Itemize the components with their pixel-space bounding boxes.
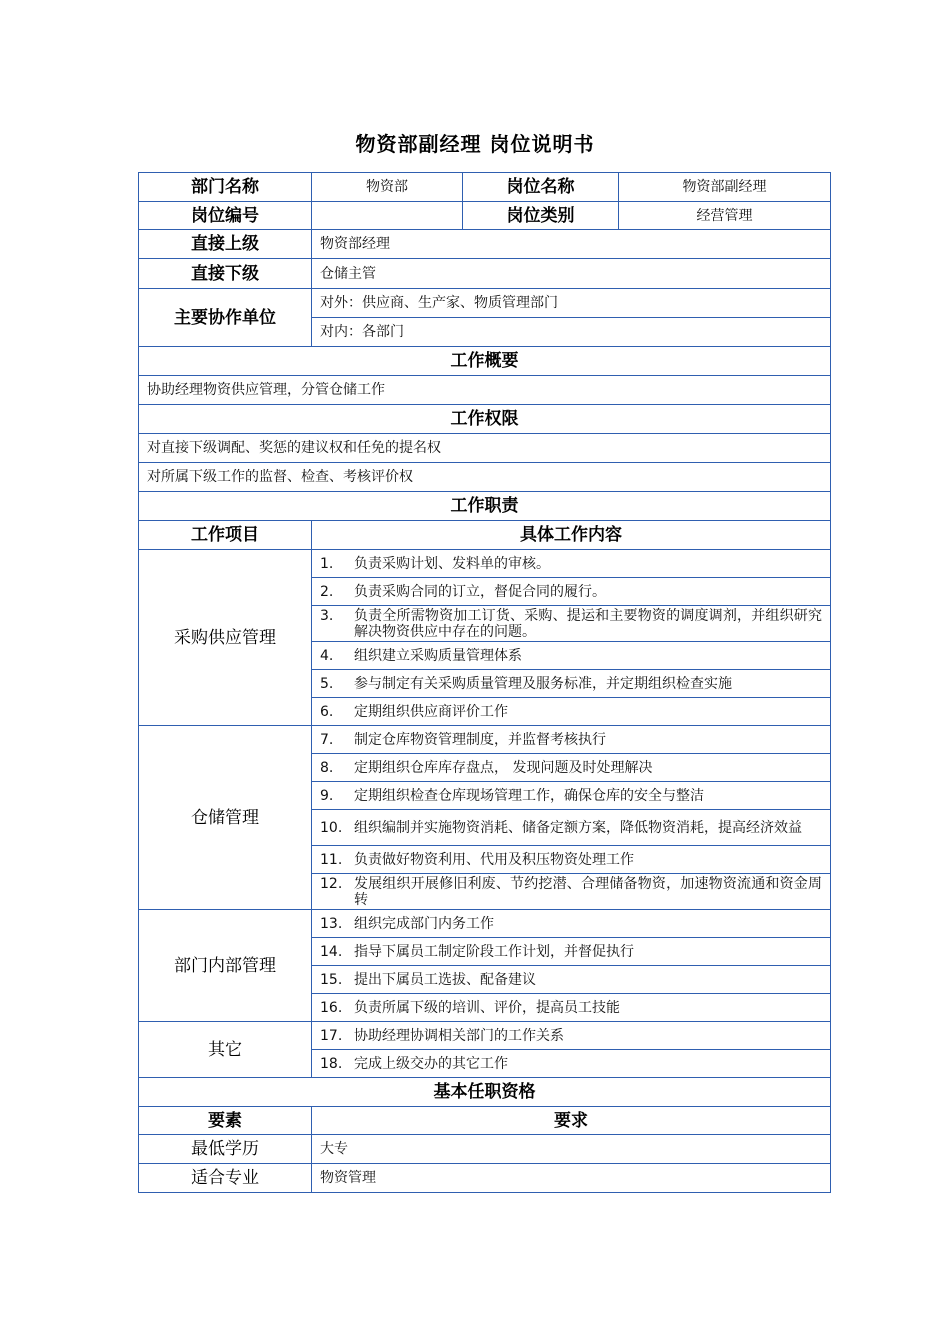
duty-text: 负责采购合同的订立，督促合同的履行。: [354, 583, 606, 600]
qualification-requirement: 物资管理: [312, 1164, 831, 1193]
authority-item: 对直接下级调配、奖惩的建议权和任免的提名权: [139, 434, 831, 463]
duty-item: [312, 782, 831, 810]
duty-item: [312, 578, 831, 606]
duty-number: 12.: [320, 875, 343, 892]
duty-text: 负责采购计划、发料单的审核。: [354, 555, 550, 572]
duty-text: 定期组织供应商评价工作: [354, 703, 508, 720]
duty-item: [312, 550, 831, 578]
duty-text: 协助经理协调相关部门的工作关系: [354, 1027, 564, 1044]
duty-number: 4.: [320, 647, 334, 664]
duty-category: 部门内部管理: [139, 910, 312, 1022]
duty-text: 定期组织检查仓库现场管理工作，确保仓库的安全与整洁: [354, 787, 704, 804]
type-value: 经营管理: [619, 202, 831, 230]
duty-text: 指导下属员工制定阶段工作计划，并督促执行: [354, 943, 634, 960]
duty-text: 负责全所需物资加工订货、采购、提运和主要物资的调度调剂，并组织研究解决物资供应中存在的问题。: [354, 607, 822, 640]
duty-item: [312, 994, 831, 1022]
qualifications-col-factor: 要素: [139, 1107, 312, 1135]
duty-item: [312, 874, 831, 910]
duty-text: 发展组织开展修旧利废、节约挖潜、合理储备物资，加速物资流通和资金周转: [354, 875, 822, 908]
duty-number: 15.: [320, 971, 343, 988]
post-value: 物资部副经理: [619, 173, 831, 202]
duty-item: [312, 698, 831, 726]
overview-heading: 工作概要: [139, 347, 831, 376]
duty-item: [312, 810, 831, 846]
duty-item: [312, 966, 831, 994]
overview-text: 协助经理物资供应管理，分管仓储工作: [139, 376, 831, 405]
duty-item: [312, 726, 831, 754]
superior-label: 直接上级: [139, 230, 312, 259]
duty-number: 11.: [320, 851, 343, 868]
duty-item: [312, 1022, 831, 1050]
duty-text: 制定仓库物资管理制度，并监督考核执行: [354, 731, 606, 748]
superior-value: 物资部经理: [312, 230, 831, 259]
duty-item: [312, 642, 831, 670]
qualifications-col-requirement: 要求: [312, 1107, 831, 1135]
dept-value: 物资部: [312, 173, 463, 202]
job-description-table: [138, 172, 831, 1193]
duty-number: 10.: [320, 819, 343, 836]
duty-number: 2.: [320, 583, 334, 600]
qualification-factor: 适合专业: [139, 1164, 312, 1193]
duty-number: 7.: [320, 731, 334, 748]
duty-item: [312, 910, 831, 938]
code-label: 岗位编号: [139, 202, 312, 230]
coop-label: 主要协作单位: [139, 289, 312, 347]
duty-text: 组织编制并实施物资消耗、储备定额方案，降低物资消耗，提高经济效益: [354, 819, 802, 836]
qualification-factor: 最低学历: [139, 1135, 312, 1164]
dept-label: 部门名称: [139, 173, 312, 202]
duty-number: 1.: [320, 555, 334, 572]
duty-category: 其它: [139, 1022, 312, 1078]
qualifications-heading: 基本任职资格: [139, 1078, 831, 1107]
duty-number: 16.: [320, 999, 343, 1016]
duties-col-item: 工作项目: [139, 521, 312, 550]
authority-heading: 工作权限: [139, 405, 831, 434]
page-title: 物资部副经理 岗位说明书: [355, 132, 595, 156]
duty-category: 采购供应管理: [139, 550, 312, 726]
qualification-requirement: 大专: [312, 1135, 831, 1164]
subordinate-label: 直接下级: [139, 259, 312, 289]
duty-category: 仓储管理: [139, 726, 312, 910]
duty-text: 组织建立采购质量管理体系: [354, 647, 522, 664]
duty-text: 负责所属下级的培训、评价，提高员工技能: [354, 999, 620, 1016]
duty-number: 6.: [320, 703, 334, 720]
duty-item: [312, 606, 831, 642]
duty-text: 提出下属员工选拔、配备建议: [354, 971, 536, 988]
duty-text: 负责做好物资利用、代用及积压物资处理工作: [354, 851, 634, 868]
code-value: [312, 202, 463, 230]
duty-number: 14.: [320, 943, 343, 960]
duty-item: [312, 846, 831, 874]
duties-heading: 工作职责: [139, 492, 831, 521]
duty-number: 3.: [320, 607, 334, 624]
duty-number: 17.: [320, 1027, 343, 1044]
duty-number: 13.: [320, 915, 343, 932]
duty-text: 完成上级交办的其它工作: [354, 1055, 508, 1072]
duty-number: 8.: [320, 759, 334, 776]
duties-col-content: 具体工作内容: [312, 521, 831, 550]
duty-number: 5.: [320, 675, 334, 692]
duties-body: [139, 550, 831, 1078]
subordinate-value: 仓储主管: [312, 259, 831, 289]
duty-item: [312, 938, 831, 966]
duty-number: 9.: [320, 787, 334, 804]
coop-external: 对外：供应商、生产家、物质管理部门: [312, 289, 831, 318]
duty-text: 组织完成部门内务工作: [354, 915, 494, 932]
duty-item: [312, 754, 831, 782]
duty-number: 18.: [320, 1055, 343, 1072]
coop-internal: 对内：各部门: [312, 318, 831, 347]
type-label: 岗位类别: [463, 202, 619, 230]
duty-item: [312, 1050, 831, 1078]
duty-item: [312, 670, 831, 698]
duty-text: 定期组织仓库库存盘点， 发现问题及时处理解决: [354, 759, 653, 776]
duty-text: 参与制定有关采购质量管理及服务标准，并定期组织检查实施: [354, 675, 732, 692]
post-label: 岗位名称: [463, 173, 619, 202]
authority-item: 对所属下级工作的监督、检查、考核评价权: [139, 463, 831, 492]
